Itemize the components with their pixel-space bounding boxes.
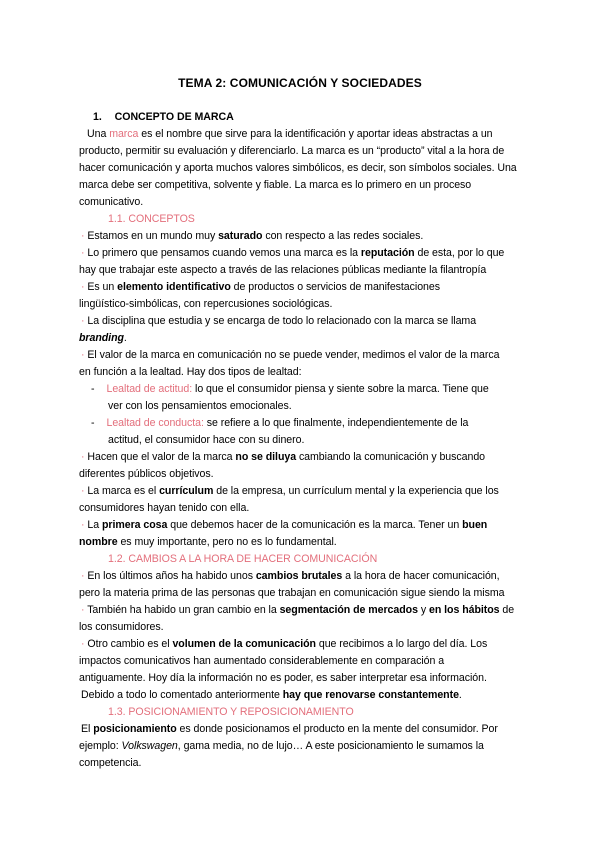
intro-line-1: Una marca es el nombre que sirve para la identificación y aportar ideas abstractas a un [87, 128, 493, 140]
concept-line-14: · La primera cosa que debemos hacer de la comunicación es la marca. Tener un buen [81, 519, 488, 531]
concept-line-10: · Hacen que el valor de la marca no se diluya cambiando la comunicación y buscando [81, 451, 485, 463]
changes-line-2: pero la materia prima de las personas que trabajan en comunicación sigue siendo la misma [79, 587, 505, 599]
positioning-line-2: ejemplo: Volkswagen, gama media, no de lujo… A este posicionamiento le sumamos la [79, 740, 484, 752]
concept-line-8: · El valor de la marca en comunicación no se puede vender, medimos el valor de la marca [81, 349, 500, 361]
concept-line-9: en función a la lealtad. Hay dos tipos de lealtad: [79, 366, 302, 378]
section-number: 1. [93, 111, 102, 123]
concept-line-1: · Estamos en un mundo muy saturado con respecto a las redes sociales. [81, 230, 424, 242]
concept-line-3: hay que trabajar este aspecto a través de las relaciones públicas mediante la filantropía [79, 264, 487, 276]
concept-line-2: · Lo primero que pensamos cuando vemos una marca es la reputación de esta, por lo que [81, 247, 505, 259]
section-heading [93, 109, 234, 126]
dash-item-1: - Lealtad de actitud: lo que el consumidor piensa y siente sobre la marca. Tiene que [91, 383, 489, 395]
changes-line-6: impactos comunicativos han aumentado considerablemente en comparación a [79, 655, 445, 667]
concept-line-5: lingüístico-simbólicas, con repercusiones sociológicas. [79, 298, 333, 310]
concept-line-12: · La marca es el currículum de la empresa, un currículum mental y la experiencia que los [81, 485, 499, 497]
subsection-heading-1-2: 1.2. CAMBIOS A LA HORA DE HACER COMUNICACIÓN [108, 553, 378, 565]
positioning-line-1: El posicionamiento es donde posicionamos el producto en la mente del consumidor. Por [81, 723, 498, 735]
subsection-heading-1-3: 1.3. POSICIONAMIENTO Y REPOSICIONAMIENTO [108, 706, 354, 718]
dash-item-2-cont: actitud, el consumidor hace con su dinero. [108, 434, 305, 446]
changes-line-4: los consumidores. [79, 621, 164, 633]
section-title: CONCEPTO DE MARCA [114, 111, 234, 123]
changes-line-7: antiguamente. Hoy día la información no es poder, es saber interpretar esa información. [79, 672, 487, 684]
dash-item-1-cont: ver con los pensamientos emocionales. [108, 400, 292, 412]
changes-line-8: Debido a todo lo comentado anteriormente hay que renovarse constantemente. [81, 689, 462, 701]
intro-line-3: hacer comunicación y aporta muchos valores simbólicos, es decir, son símbolos sociales. Una [79, 162, 517, 174]
intro-line-2: producto, permitir su evaluación y diferenciarlo. La marca es un “producto” vital a la hora de [79, 145, 505, 157]
dash-item-2: - Lealtad de conducta: se refiere a lo que finalmente, independientemente de la [91, 417, 469, 429]
subsection-heading-1-1: 1.1. CONCEPTOS [108, 213, 195, 225]
changes-line-3: · También ha habido un gran cambio en la segmentación de mercados y en los hábitos de [81, 604, 515, 616]
concept-line-6: · La disciplina que estudia y se encarga de todo lo relacionado con la marca se llama [81, 315, 477, 327]
concept-line-4: · Es un elemento identificativo de productos o servicios de manifestaciones [81, 281, 440, 293]
concept-line-15: nombre es muy importante, pero no es lo fundamental. [79, 536, 337, 548]
changes-line-5: · Otro cambio es el volumen de la comunicación que recibimos a lo largo del día. Los [81, 638, 488, 650]
changes-line-1: · En los últimos años ha habido unos cambios brutales a la hora de hacer comunicación, [81, 570, 500, 582]
positioning-line-3: competencia. [79, 757, 142, 769]
concept-line-7: branding. [79, 332, 127, 344]
concept-line-11: diferentes públicos objetivos. [79, 468, 214, 480]
intro-line-5: comunicativo. [79, 196, 144, 208]
intro-line-4: marca debe ser competitiva, solvente y fiable. La marca es lo primero en un proceso [79, 179, 472, 191]
page-title: TEMA 2: COMUNICACIÓN Y SOCIEDADES [178, 76, 422, 90]
concept-line-13: consumidores hayan tenido con ella. [79, 502, 250, 514]
